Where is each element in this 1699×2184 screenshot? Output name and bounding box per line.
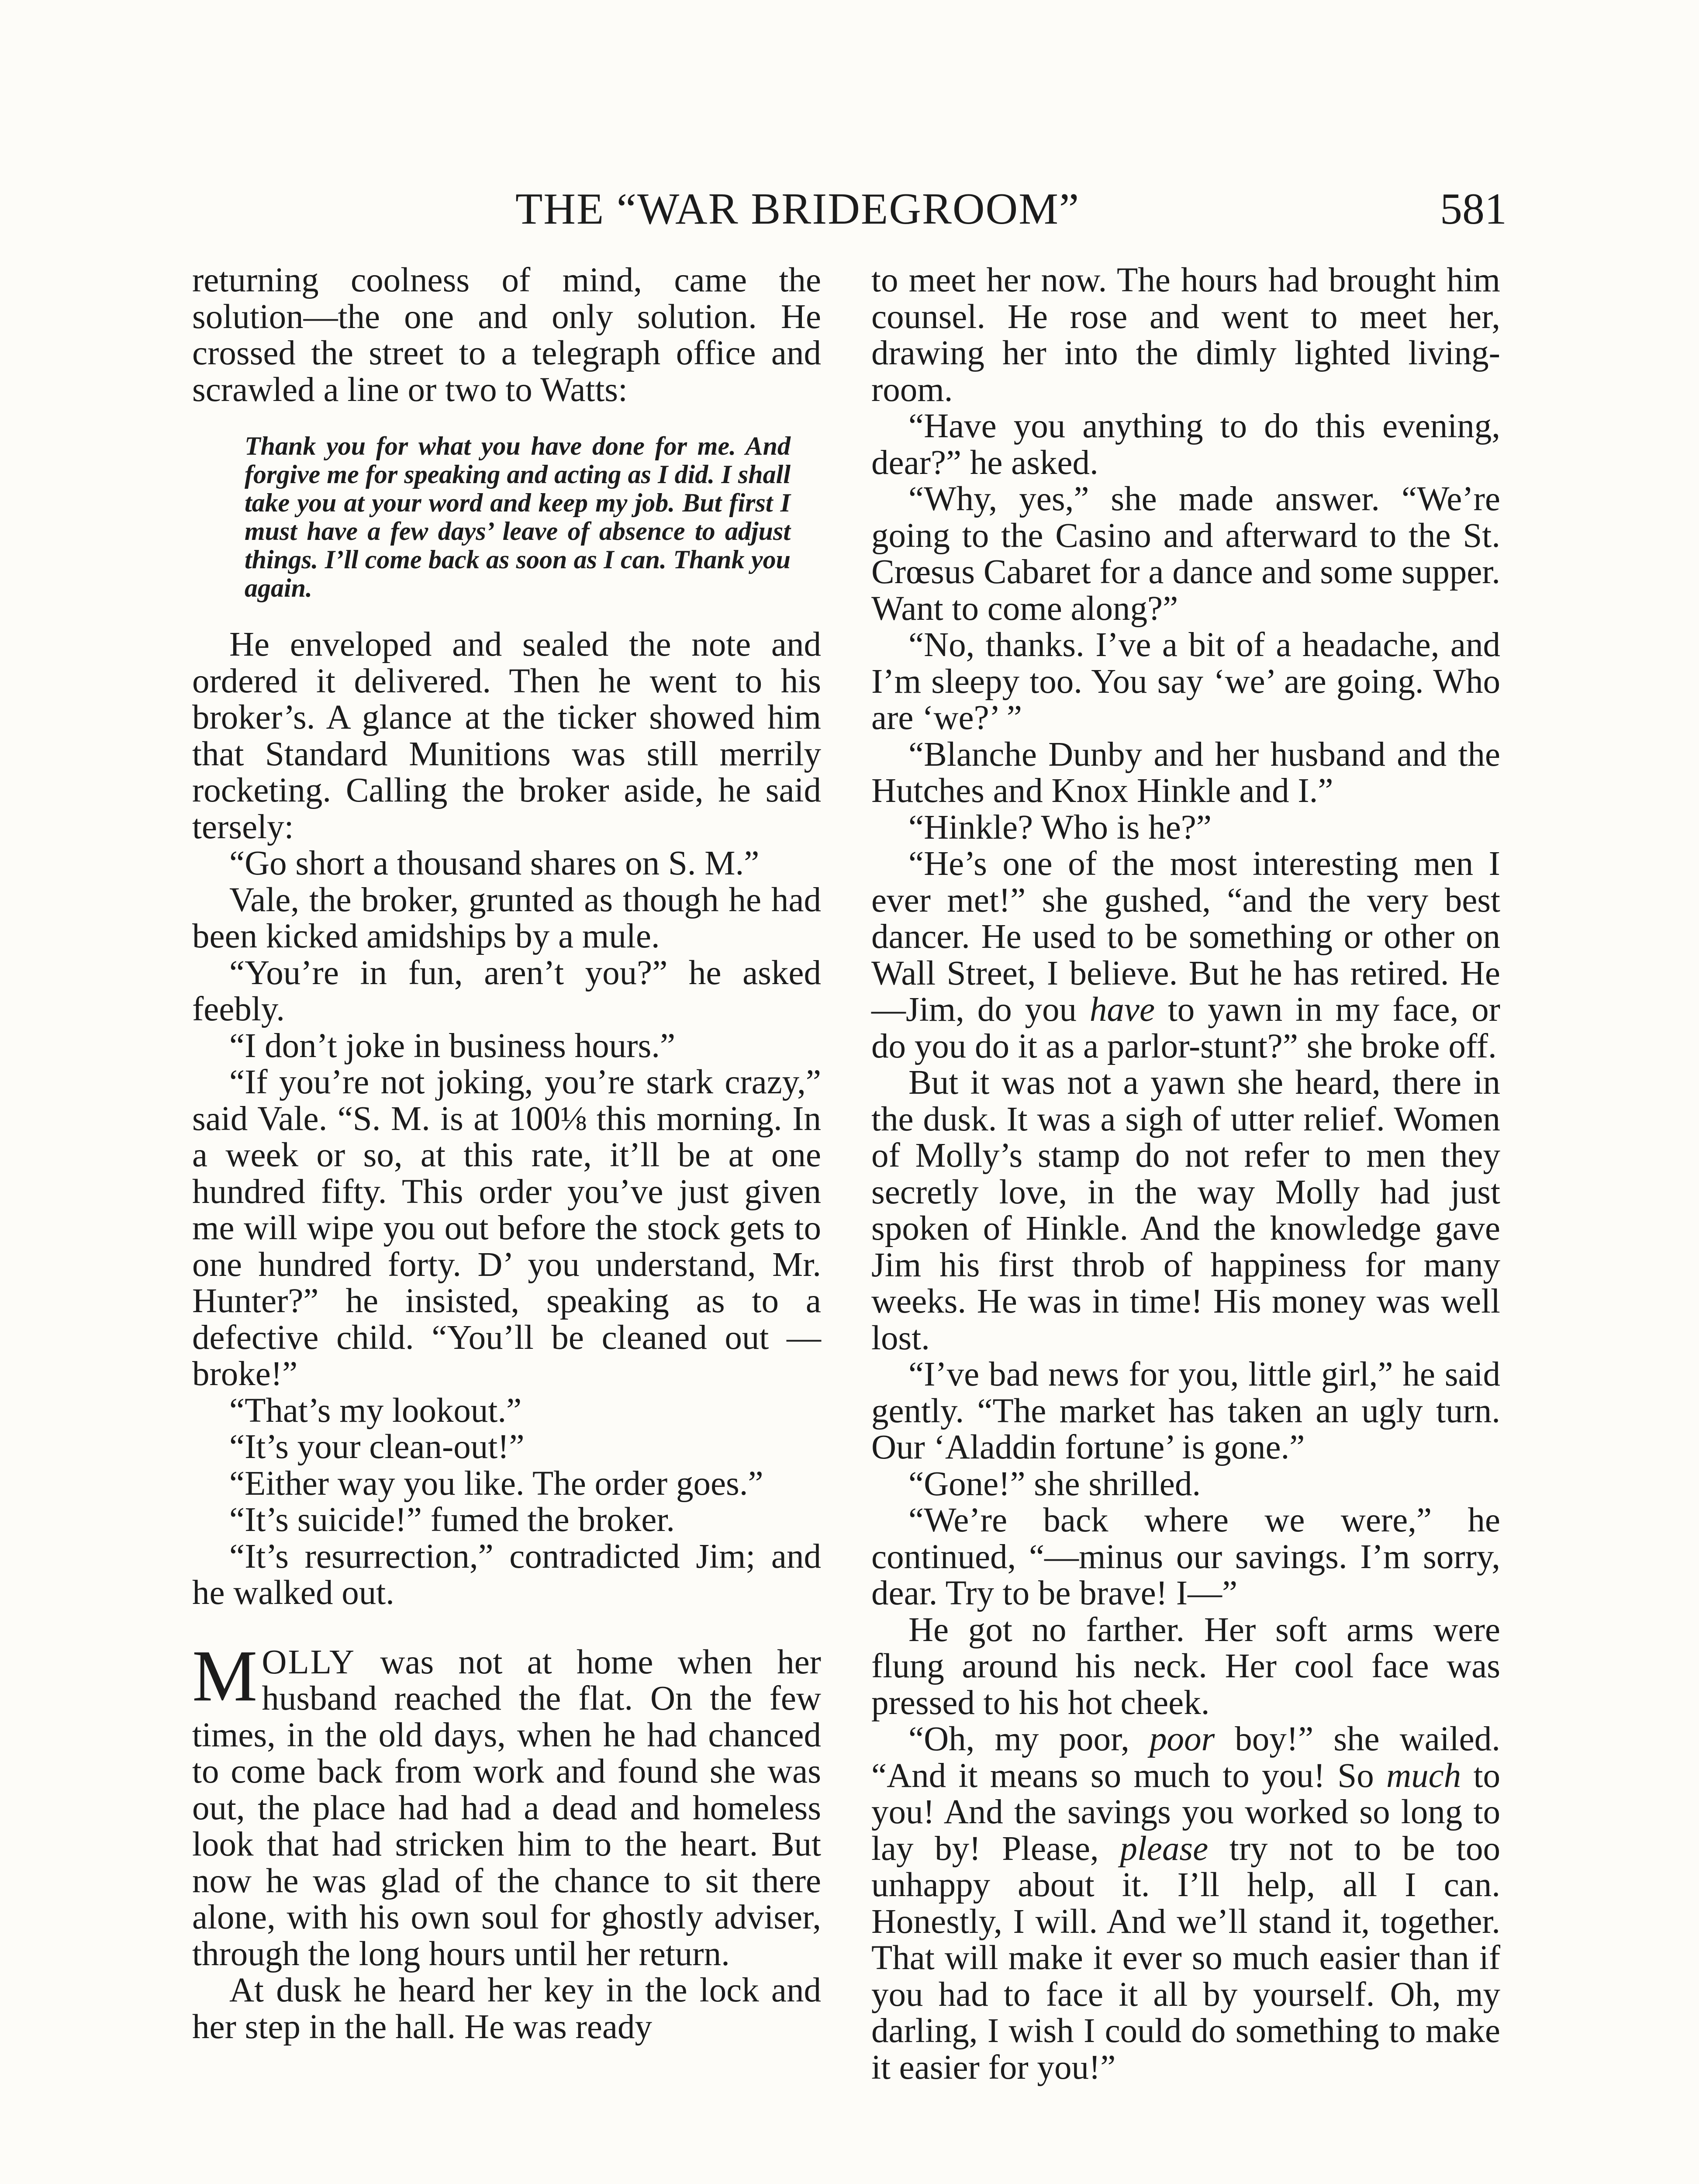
telegram-note: Thank you for what you have done for me. And forgive me for speaking and acting as I did. I shall take you at your word and keep my job. But first I must have a few days’ leave of absence to adjust things. I’ll come back as soon as I can. Thank you again. [245,432,791,602]
paragraph: “It’s your clean-out!” [229,1428,525,1466]
page-number: 581 [1440,184,1507,234]
paragraph: “Gone!” she shrilled. [908,1465,1201,1503]
paragraph: “I don’t joke in business hours.” [229,1026,676,1065]
paragraph: “You’re in fun, aren’t you?” he asked feebly. [192,954,821,1028]
page-header [192,175,1507,240]
emphasis: have [1089,991,1155,1029]
paragraph: “We’re back where we were,” he continued, “—minus our savings. I’m sorry, dear. Try to be brave! I—” [871,1501,1500,1612]
paragraph: “Either way you like. The order goes.” [229,1464,763,1503]
paragraph: “Have you anything to do this evening, dear?” he asked. [871,407,1500,482]
paragraph: He got no farther. Her soft arms were flung around his neck. Her cool face was pressed to his hot cheek. [871,1610,1500,1722]
paragraph-text: was not at home when her husband reached the flat. On the few times, in the old days, when he had chanced to come back from work and found she was out, the place had had a dead and homeless look that had stricken him to the heart. But now he was glad of the chance to sit there alone, with his own soul for ghostly adviser, through the long hours until her return. [192,1643,821,1973]
paragraph: to meet her now. The hours had brought him counsel. He rose and went to meet her, drawing her into the dimly lighted living-room. [871,261,1500,409]
paragraph: “That’s my lookout.” [229,1391,522,1430]
paragraph [871,846,1500,1064]
paragraph [192,1635,821,1973]
paragraph: He enveloped and sealed the note and ordered it delivered. Then he went to his broker’s. A glance at the ticker showed him that Standard Munitions was still merrily rocketing. Calling the broker aside, he said tersely: [192,625,821,846]
paragraph: “Blanche Dunby and her husband and the Hutches and Knox Hinkle and I.” [871,735,1500,810]
paragraph: “No, thanks. I’ve a bit of a headache, and I’m sleepy too. You say ‘we’ are going. Who are ‘we?’ ” [871,626,1500,737]
paragraph: “It’s resurrection,” contradicted Jim; and he walked out. [192,1537,821,1612]
paragraph: “I’ve bad news for you, little girl,” he said gently. “The market has taken an ugly turn. Our ‘Aladdin fortune’ is gone.” [871,1355,1500,1466]
paragraph-text: boy!” she wailed. “And it means so much to you! So [871,1720,1500,1795]
paragraph: “Why, yes,” she made answer. “We’re going to the Casino and afterward to the St. Crœsus Cabaret for a dance and some supper. Want to come along?” [871,480,1500,628]
paragraph: “Hinkle? Who is he?” [908,808,1212,847]
paragraph: returning coolness of mind, came the solution—the one and only solution. He crossed the street to a telegraph office and scrawled a line or two to Watts: [192,261,821,409]
right-column [871,262,1500,2086]
small-caps-word: OLLY [262,1643,356,1681]
emphasis: much [1386,1756,1461,1795]
paragraph-text: “He’s one of the most interesting men I ever met!” she gushed, “and the very best dancer. He used to be something or other on Wall Street, I believe. But he has retired. He—Jim, do you [871,845,1500,1029]
left-column [192,262,821,2045]
paragraph: “Go short a thousand shares on S. M.” [229,844,760,882]
paragraph-text: “Oh, my poor, [908,1720,1150,1758]
section-opening [192,1635,821,1973]
paragraph: “If you’re not joking, you’re stark crazy,” said Vale. “S. M. is at 100⅛ this morning. In a week or so, at this rate, it’ll be at one hundred fifty. This order you’ve just given me will wipe you out before the stock gets to one hundred forty. D’ you understand, Mr. Hunter?” he insisted, speaking as to a defective child. “You’ll be cleaned out —broke!” [192,1063,821,1393]
paragraph: “It’s suicide!” fumed the broker. [229,1501,675,1539]
running-title: THE “WAR BRIDEGROOM” [515,184,1080,234]
emphasis: please [1120,1829,1209,1868]
paragraph-text: try not to be too unhappy about it. I’ll help, all I can. Honestly, I will. And we’ll stand it, together. That will make it ever so much easier than if you had to face it all by yourself. Oh, my darling, I wish I could do something to make it easier for you!” [871,1829,1501,2087]
paragraph: Vale, the broker, grunted as though he had been kicked amidships by a mule. [192,881,821,955]
paragraph [871,1721,1500,2086]
paragraph: But it was not a yawn she heard, there in the dusk. It was a sigh of utter relief. Women of Molly’s stamp do not refer to men they secretly love, in the way Molly had just spoken of Hinkle. And the knowledge gave Jim his first throb of happiness for many weeks. He was in time! His money was well lost. [871,1064,1500,1357]
emphasis: poor [1149,1720,1215,1758]
drop-cap: M [192,1635,258,1717]
paragraph: At dusk he heard her key in the lock and her step in the hall. He was ready [192,1971,821,2046]
paragraph-text: to yawn in my face, or do you do it as a parlor-stunt?” she broke off. [871,991,1500,1065]
paragraph-text: to you! And the savings you worked so long to lay by! Please, [871,1756,1500,1868]
